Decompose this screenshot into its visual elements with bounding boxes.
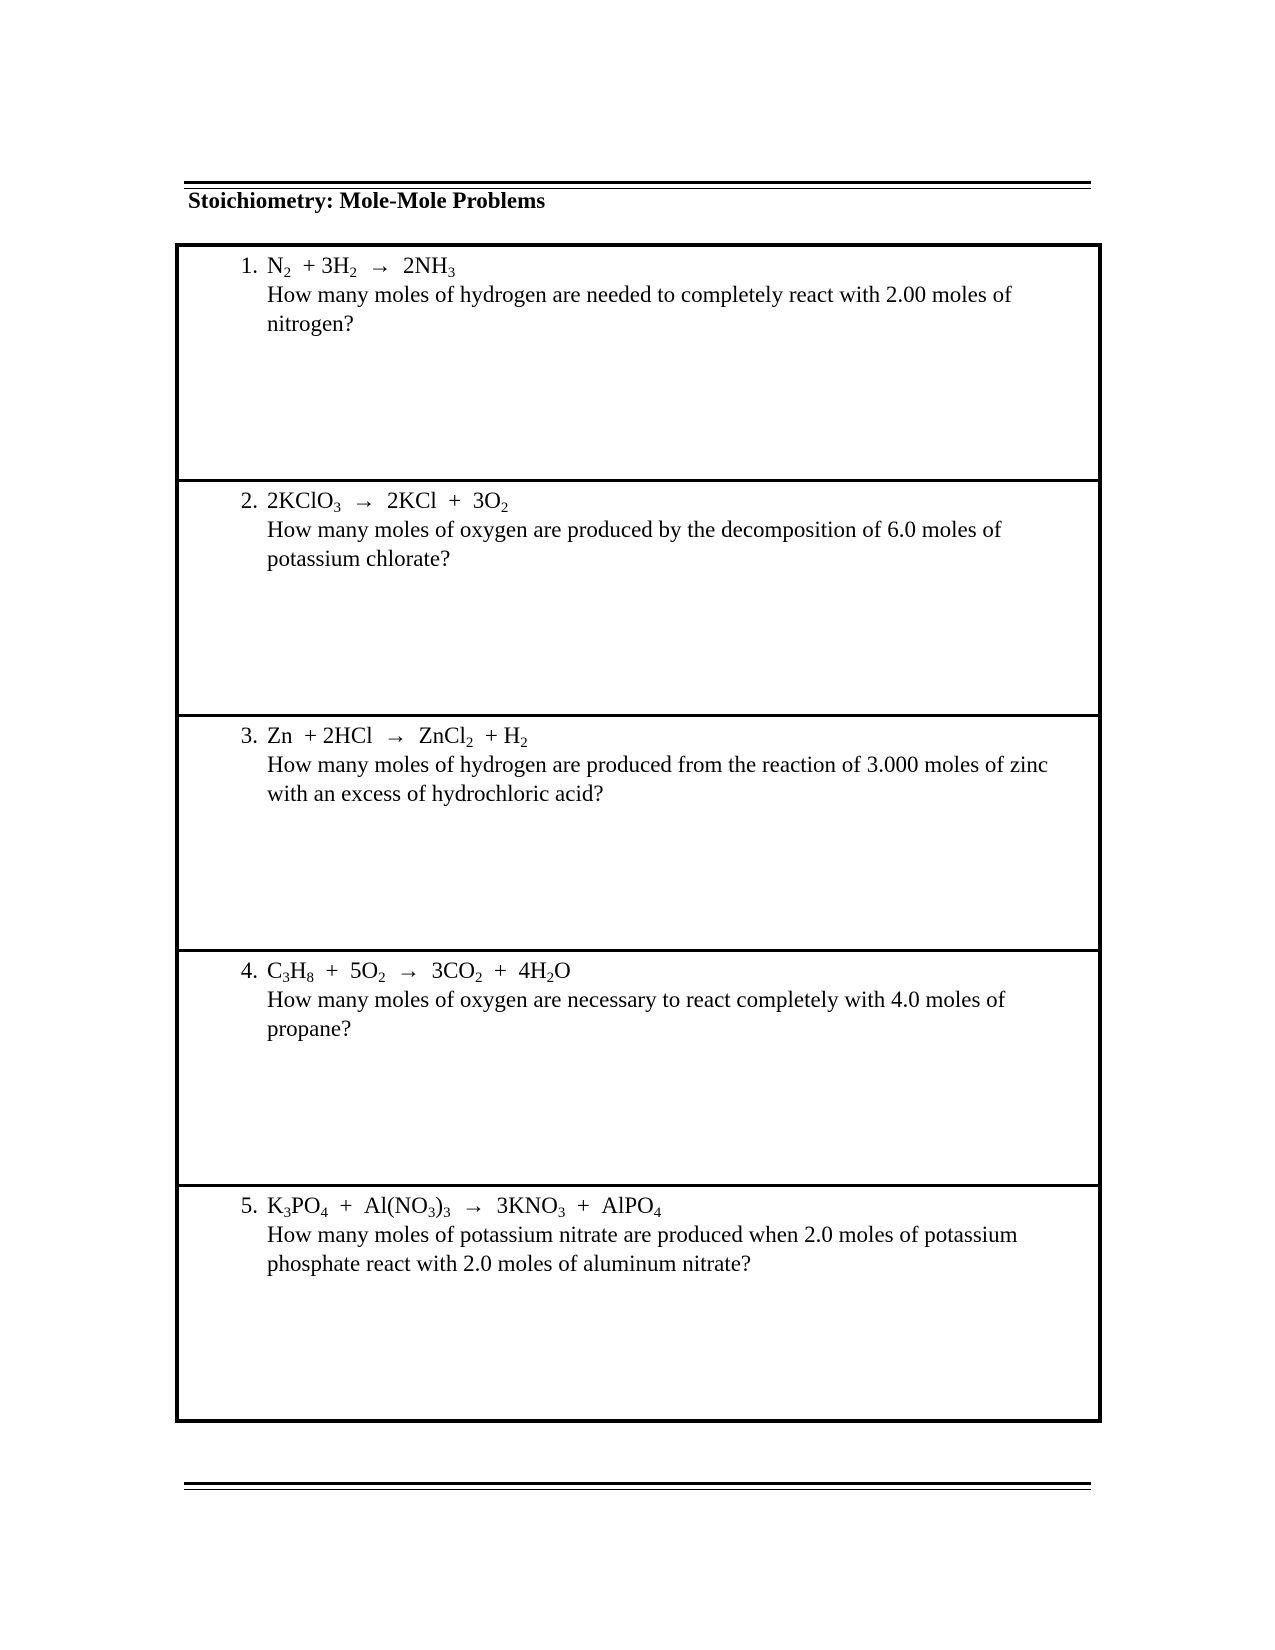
problem-content bbox=[267, 721, 1088, 808]
problem-question: How many moles of oxygen are produced by the decomposition of 6.0 moles of potassium chlorate? bbox=[267, 517, 1002, 571]
problem-question: How many moles of oxygen are necessary to react completely with 4.0 moles of propane? bbox=[267, 987, 1006, 1041]
chemical-equation: Zn + 2HCl → ZnCl$_2$ + $H_2$ bbox=[267, 723, 528, 751]
chemical-equation: $K_3PO_4 + Al(NO_3)_3 \to 3KNO_3$ + AlPO$_4$ bbox=[267, 1193, 662, 1221]
problem-content bbox=[267, 486, 1088, 573]
chemical-equation: $C_3H_8 + 5O_2 \to 3CO_2 + 4H_2O$ bbox=[267, 958, 571, 986]
bottom-double-rule bbox=[184, 1482, 1091, 1490]
problem-number: 1. bbox=[240, 253, 258, 278]
problem-cell-3 bbox=[179, 714, 1098, 949]
page-title: Stoichiometry: Mole-Mole Problems bbox=[188, 188, 546, 213]
chemical-equation: $N_2 + 3H_2 \to 2NH_3$ bbox=[267, 253, 456, 281]
problem-content bbox=[267, 1191, 1088, 1278]
problem-number: 3. bbox=[240, 723, 258, 748]
problem-number: 5. bbox=[240, 1193, 258, 1218]
problem-question: How many moles of potassium nitrate are produced when 2.0 moles of potassium phosphate react with 2.0 moles of aluminum nitrate? bbox=[267, 1222, 1018, 1276]
problem-content bbox=[267, 956, 1088, 1043]
chemical-equation: 2KClO$_3$ → $2KCl + 3O_2$ bbox=[267, 488, 509, 516]
problem-cell-2 bbox=[179, 479, 1098, 714]
problem-question: How many moles of hydrogen are needed to completely react with 2.00 moles of nitrogen? bbox=[267, 282, 1012, 336]
problem-table bbox=[175, 243, 1102, 1423]
problem-cell-4 bbox=[179, 949, 1098, 1184]
problem-content bbox=[267, 251, 1088, 338]
problem-number: 2. bbox=[240, 488, 258, 513]
problem-question: How many moles of hydrogen are produced from the reaction of 3.000 moles of zinc with an excess of hydrochloric acid? bbox=[267, 752, 1049, 806]
problem-cell-1 bbox=[179, 247, 1098, 479]
problem-cell-5 bbox=[179, 1184, 1098, 1419]
problem-number: 4. bbox=[240, 958, 258, 983]
